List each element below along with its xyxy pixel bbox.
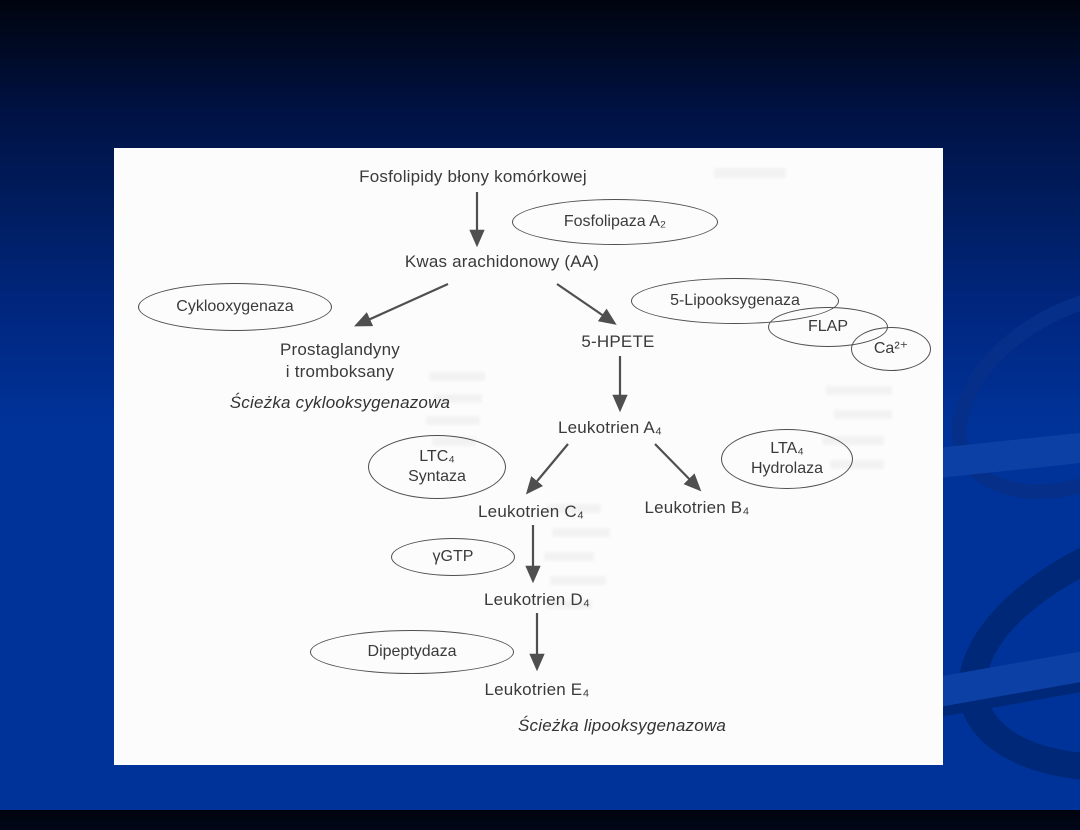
enzyme-gamma-gtp: [391, 538, 515, 576]
node-arachidonic-acid: Kwas arachidonowy (AA): [404, 252, 600, 271]
enzyme-ltc4-synthase-line2: Syntaza: [408, 468, 466, 485]
node-prostaglandins-line1: Prostaglandyny: [280, 340, 400, 359]
node-leukotriene-b4: Leukotrien B₄: [644, 498, 750, 517]
arrow-lta4-to-ltb4: [655, 444, 699, 489]
enzyme-cyclooxygenase: [138, 283, 332, 331]
label-lipoxygenase-pathway: Ścieżka lipooksygenazowa: [518, 716, 726, 735]
enzyme-calcium-label: Ca²⁺: [873, 340, 909, 357]
enzyme-calcium: [851, 327, 931, 371]
enzyme-phospholipase-a2-label: Fosfolipaza A₂: [563, 213, 667, 230]
arrow-aa-to-hpete: [557, 284, 614, 323]
node-leukotriene-c4: Leukotrien C₄: [478, 502, 584, 521]
node-phospholipids: Fosfolipidy błony komórkowej: [359, 167, 587, 186]
enzyme-lta4-hydrolase-line1: LTA₄: [770, 440, 804, 457]
node-prostaglandins: [280, 339, 400, 383]
node-5-hpete: 5-HPETE: [581, 332, 655, 351]
node-leukotriene-d4: Leukotrien D₄: [484, 590, 590, 609]
arrow-lta4-to-ltc4: [528, 444, 568, 492]
node-leukotriene-e4: Leukotrien E₄: [484, 680, 590, 699]
diagram-panel: [114, 148, 943, 765]
enzyme-cyclooxygenase-label: Cyklooxygenaza: [176, 298, 294, 315]
enzyme-phospholipase-a2: [512, 199, 718, 245]
enzyme-dipeptidase-label: Dipeptydaza: [367, 643, 457, 660]
enzyme-flap-label: FLAP: [807, 318, 848, 335]
arrow-aa-to-prostaglandins: [357, 284, 448, 325]
enzyme-5-lipoxygenase-label: 5-Lipooksygenaza: [670, 292, 800, 309]
enzyme-lta4-hydrolase: [721, 429, 853, 489]
enzyme-ltc4-synthase-line1: LTC₄: [419, 448, 455, 465]
node-prostaglandins-line2: i tromboksany: [285, 362, 395, 381]
enzyme-ltc4-synthase: [368, 435, 506, 499]
background-swirl-ring-large: [926, 455, 1080, 830]
enzyme-gamma-gtp-label: γGTP: [432, 548, 474, 565]
label-cyclooxygenase-pathway: Ścieżka cyklooksygenazowa: [229, 393, 451, 412]
enzyme-dipeptidase: [310, 630, 514, 674]
node-leukotriene-a4: Leukotrien A₄: [557, 418, 663, 437]
enzyme-lta4-hydrolase-line2: Hydrolaza: [750, 460, 824, 477]
